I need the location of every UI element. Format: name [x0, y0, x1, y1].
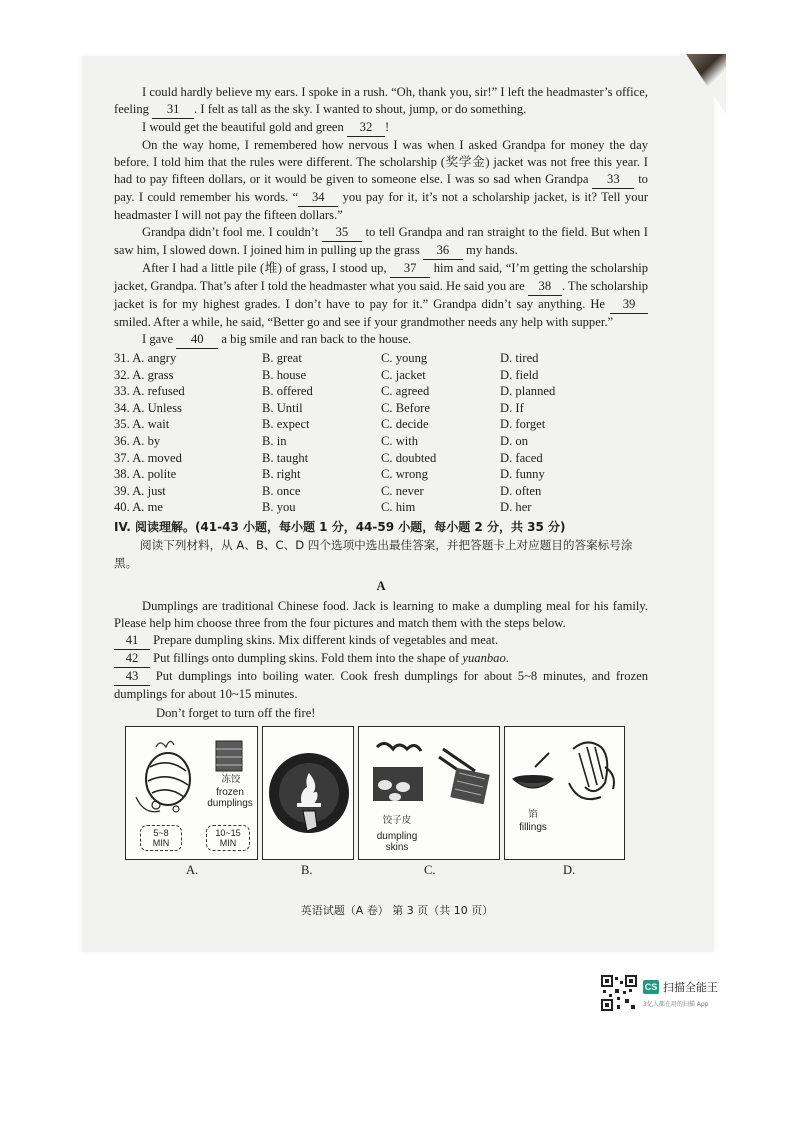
frozen-label: frozen	[216, 787, 244, 798]
option-row-39: 39. A. just B. once C. never D. often	[114, 483, 542, 498]
reading-intro: Dumplings are traditional Chinese food. Jack is learning to make a dumpling meal for his family. Please help him choose three from the four pictures and match them with the steps below.	[114, 598, 648, 630]
option-row-37: 37. A. moved B. taught C. doubted D. faced	[114, 450, 543, 465]
section-instruction: 阅读下列材料，从 A、B、C、D 四个选项中选出最佳答案，并把答题卡上对应题目的答案标号涂黑。	[114, 537, 633, 570]
option-row-38: 38. A. polite B. right C. wrong D. funny	[114, 467, 545, 482]
blank-43: 43	[114, 668, 150, 686]
dumpling-label: dumpling	[376, 831, 418, 842]
step-41: 41 Prepare dumpling skins. Mix different kinds of vegetables and meat.	[114, 632, 648, 650]
scanner-app-name: 扫描全能王	[663, 981, 718, 994]
blank-36: 36	[423, 242, 463, 260]
blank-42: 42	[114, 650, 150, 668]
blank-32: 32	[347, 119, 385, 137]
step-42: 42 Put fillings onto dumpling skins. Fold them into the shape of yuanbao.	[114, 650, 648, 668]
scanner-watermark	[601, 975, 731, 1015]
blank-38: 38	[528, 278, 562, 296]
passage-paragraph-5: After I had a little pile (堆) of grass, I stood up, 37 him and said, “I’m getting the scholarship jacket, Grandpa. That’s after I told the headmaster what you said. He said you are 38 . The scholarship jacket is for my highest grades. I don’t have to pay for it.” Grandpa didn’t say anything. He 39 smiled. After a while, he said, “Better go and see if your grandmother needs any help with supper.”	[114, 261, 648, 329]
option-row-32: 32. A. grass B. house C. jacket D. field	[114, 367, 539, 382]
blank-37: 37	[390, 260, 430, 278]
dumpling-skins-cn: 饺子皮	[382, 815, 412, 826]
fillings-label: fillings	[519, 822, 547, 833]
dumpling-pictures	[125, 726, 625, 860]
dumplings-label: dumplings	[207, 798, 253, 809]
picture-letter-a: A.	[186, 863, 199, 877]
option-row-40: 40. A. me B. you C. him D. her	[114, 500, 532, 515]
option-row-36: 36. A. by B. in C. with D. on	[114, 433, 528, 448]
skins-label: skins	[385, 842, 409, 853]
picture-b	[262, 726, 354, 860]
camscanner-logo: CS	[644, 982, 658, 992]
page-footer: 英语试题（A 卷） 第 3 页（共 10 页）	[300, 904, 494, 917]
step-43: 43 Put dumplings into boiling water. Cook fresh dumplings for about 5~8 minutes, and frozen dumplings for about 10~15 minutes.	[114, 668, 648, 701]
fillings-cn: 馅	[528, 809, 538, 820]
blank-39: 39	[610, 296, 648, 314]
passage-paragraph-4: Grandpa didn’t fool me. I couldn’t 35 to tell Grandpa and ran straight to the field. But when I saw him, I slowed down. I joined him in pulling up the grass 36 my hands.	[114, 224, 648, 260]
blank-34: 34	[298, 189, 338, 207]
passage-paragraph-2: I would get the beautiful gold and green 32 !	[114, 119, 648, 137]
blank-41: 41	[114, 632, 150, 650]
picture-d	[504, 726, 625, 860]
answer-options	[114, 350, 648, 516]
picture-letter-c: C.	[424, 863, 436, 877]
picture-a	[125, 726, 258, 860]
frozen-time-box: 10~15 MIN	[206, 825, 250, 851]
picture-letter-b: B.	[301, 863, 313, 877]
passage-paragraph-6: I gave 40 a big smile and ran back to the house.	[114, 331, 648, 349]
blank-31: 31	[152, 101, 194, 119]
section-heading: IV. 阅读理解。(41-43 小题，每小题 1 分，44-59 小题，每小题 2 分，共 35 分)	[114, 519, 566, 534]
part-label: A	[376, 578, 386, 593]
option-row-34: 34. A. Unless B. Until C. Before D. If	[114, 400, 524, 415]
picture-c	[358, 726, 500, 860]
picture-letter-d: D.	[563, 863, 576, 877]
blank-35: 35	[322, 224, 362, 242]
reminder-text: Don’t forget to turn off the fire!	[156, 705, 316, 720]
frozen-dumplings-cn: 冻饺	[221, 774, 241, 785]
fresh-time-box: 5~8 MIN	[140, 825, 182, 851]
exam-content	[114, 84, 648, 722]
option-row-31: 31. A. angry B. great C. young D. tired	[114, 351, 539, 365]
scanner-tagline: 3亿人都在用的扫描 App	[643, 1001, 709, 1008]
qr-code-icon	[601, 975, 637, 1011]
folding-dumplings-illustration	[505, 727, 626, 861]
option-row-33: 33. A. refused B. offered C. agreed D. planned	[114, 384, 556, 399]
passage-paragraph-1: I could hardly believe my ears. I spoke in a rush. “Oh, thank you, sir!” I left the headmaster’s office, feeling 31 . I felt as tall as the sky. I wanted to shout, jump, or do something.	[114, 84, 648, 119]
blank-33: 33	[592, 171, 634, 189]
passage-paragraph-3: On the way home, I remembered how nervous I was when I asked Grandpa for money the day before. I told him that the rules were different. The scholarship (奖学金) jacket was not free this year. I had to pay fifteen dollars, or it would be given to someone else. I was so sad when Grandpa 33 to pay. I could remember his words. “ 34 you pay for it, it’s not a scholarship jacket, is it? Tell your headmaster I will not pay the fifteen dollars.”	[114, 138, 649, 222]
stove-switch-illustration	[263, 727, 355, 861]
blank-40: 40	[176, 331, 218, 349]
option-row-35: 35. A. wait B. expect C. decide D. forget	[114, 417, 546, 432]
